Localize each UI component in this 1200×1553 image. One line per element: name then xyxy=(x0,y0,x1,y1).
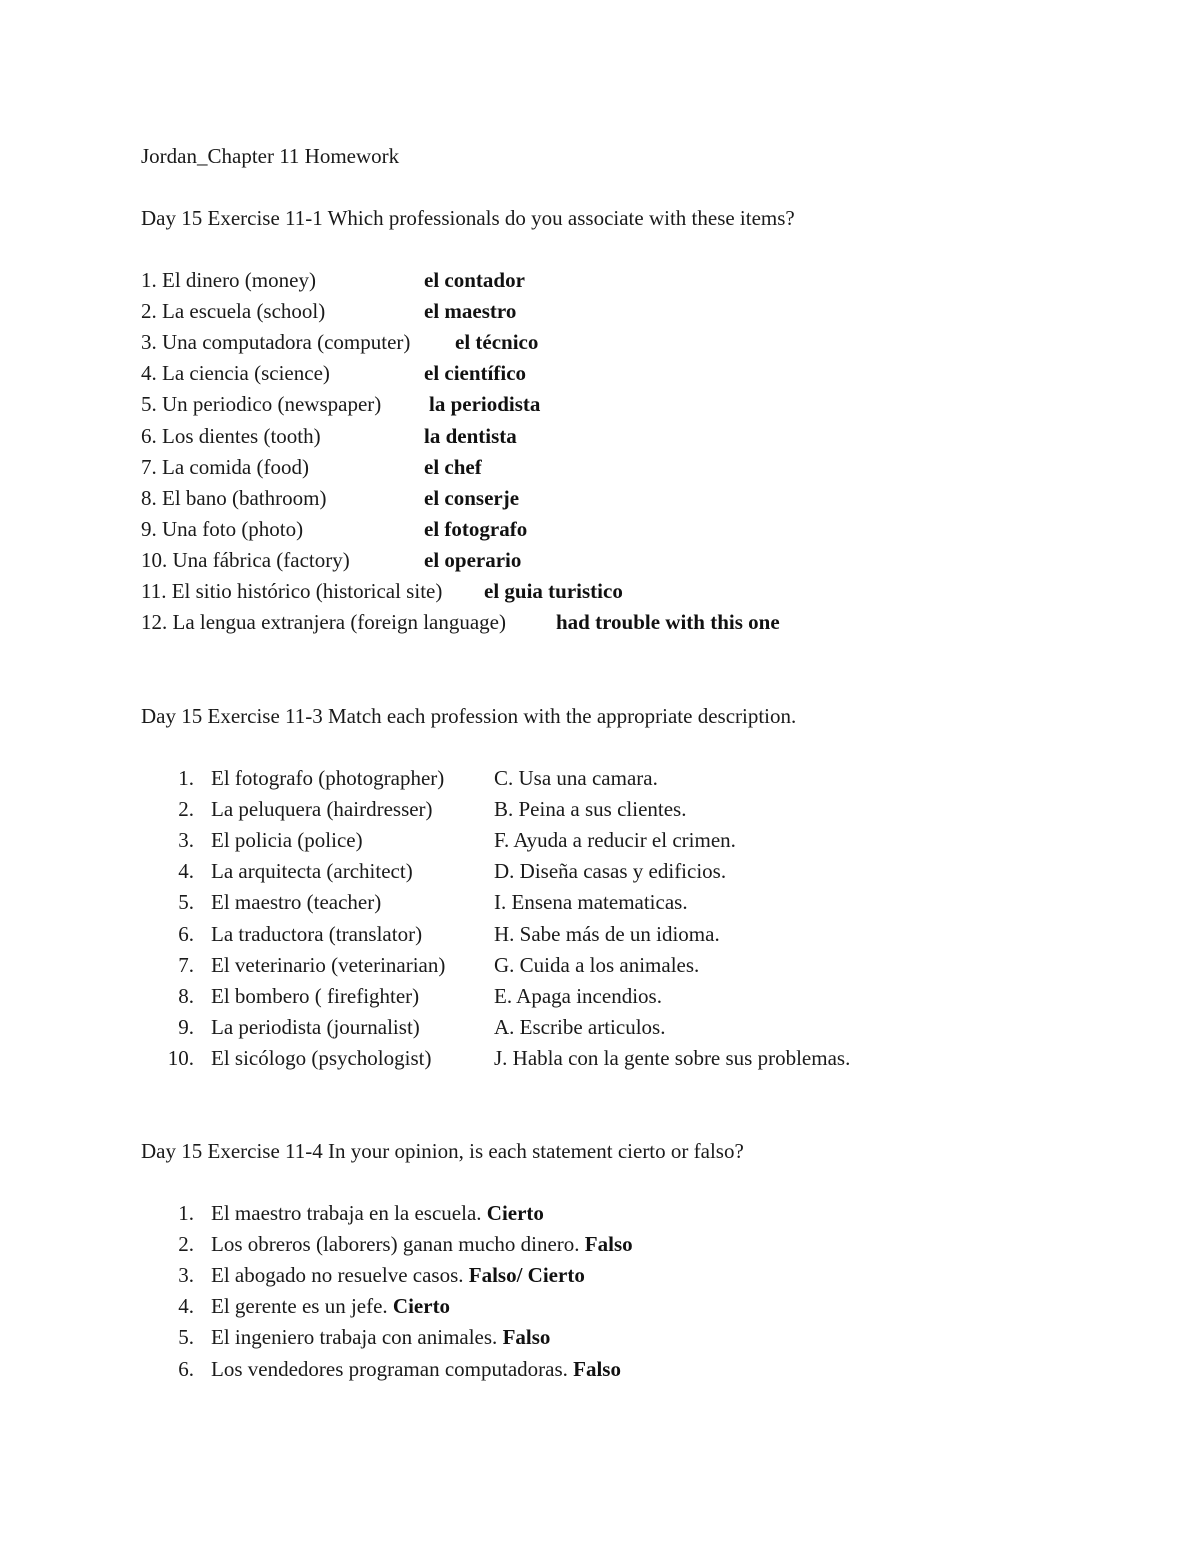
statement-row xyxy=(211,1294,450,1318)
exercise-1-answer: la periodista xyxy=(429,392,541,417)
list-number: 1. xyxy=(178,766,194,790)
profession-label: El sicólogo (psychologist) xyxy=(211,1045,432,1070)
exercise-3-heading: Day 15 Exercise 11-4 In your opinion, is each statement cierto or falso? xyxy=(141,1139,744,1163)
statement-row xyxy=(211,1263,585,1287)
exercise-1-answer: el conserje xyxy=(424,485,520,510)
exercise-1-prompt: 3. Una computadora (computer) xyxy=(141,330,411,355)
list-number: 7. xyxy=(178,952,194,977)
profession-description: G. Cuida a los animales. xyxy=(494,952,700,977)
list-number: 9. xyxy=(178,1014,194,1039)
list-number: 3. xyxy=(178,828,194,853)
statement-text: El ingeniero trabaja con animales. xyxy=(211,1325,498,1350)
exercise-1-answer: el guia turistico xyxy=(484,579,623,603)
exercise-1-prompt: 11. El sitio histórico (historical site) xyxy=(141,579,443,603)
list-number: 5. xyxy=(178,1325,194,1350)
exercise-1-answer: el chef xyxy=(424,454,482,479)
profession-label: La traductora (translator) xyxy=(211,921,423,946)
statement-row xyxy=(211,1357,621,1381)
profession-label: La arquitecta (architect) xyxy=(211,859,413,884)
profession-description: I. Ensena matematicas. xyxy=(494,890,688,915)
profession-label: El maestro (teacher) xyxy=(211,890,382,915)
statement-answer: Falso/ Cierto xyxy=(468,1263,585,1288)
profession-description: J. Habla con la gente sobre sus problemas. xyxy=(494,1045,851,1070)
statement-text: El maestro trabaja en la escuela. xyxy=(211,1201,482,1225)
exercise-1-answer: el fotografo xyxy=(424,516,528,541)
profession-label: La peluquera (hairdresser) xyxy=(211,797,433,822)
exercise-1-answer: la dentista xyxy=(424,423,517,448)
list-number: 2. xyxy=(178,797,194,822)
exercise-1-prompt: 9. Una foto (photo) xyxy=(141,516,304,541)
document-title: Jordan_Chapter 11 Homework xyxy=(141,144,400,168)
exercise-1-prompt: 6. Los dientes (tooth) xyxy=(141,423,321,448)
exercise-1-prompt: 7. La comida (food) xyxy=(141,454,309,479)
statement-text: El gerente es un jefe. xyxy=(211,1294,388,1319)
exercise-1-answer: el técnico xyxy=(455,330,539,355)
exercise-1-prompt: 2. La escuela (school) xyxy=(141,299,326,324)
list-number: 10. xyxy=(167,1045,194,1070)
statement-text: El abogado no resuelve casos. xyxy=(211,1263,464,1288)
statement-row xyxy=(211,1325,550,1349)
list-number: 1. xyxy=(178,1201,194,1225)
exercise-1-answer: el maestro xyxy=(424,299,517,324)
profession-label: El fotografo (photographer) xyxy=(211,766,445,790)
profession-description: F. Ayuda a reducir el crimen. xyxy=(494,828,736,853)
list-number: 6. xyxy=(178,921,194,946)
exercise-1-answer: el científico xyxy=(424,361,527,386)
exercise-1-heading: Day 15 Exercise 11-1 Which professionals do you associate with these items? xyxy=(141,206,795,230)
statement-text: Los vendedores programan computadoras. xyxy=(211,1356,568,1381)
profession-description: C. Usa una camara. xyxy=(494,766,658,790)
statement-answer: Cierto xyxy=(392,1294,451,1319)
exercise-1-answer: el operario xyxy=(424,547,522,572)
exercise-1-prompt: 5. Un periodico (newspaper) xyxy=(141,392,382,417)
statement-answer: Falso xyxy=(584,1232,633,1257)
list-number: 3. xyxy=(178,1263,194,1288)
list-number: 4. xyxy=(178,859,194,884)
statement-row xyxy=(211,1201,544,1225)
statement-row xyxy=(211,1232,633,1256)
list-number: 2. xyxy=(178,1232,194,1257)
profession-label: El policia (police) xyxy=(211,828,363,853)
exercise-1-answer: el contador xyxy=(424,268,525,292)
profession-label: El veterinario (veterinarian) xyxy=(211,952,446,977)
profession-description: B. Peina a sus clientes. xyxy=(494,797,687,822)
profession-description: A. Escribe articulos. xyxy=(494,1014,666,1039)
list-number: 6. xyxy=(178,1356,194,1381)
profession-description: E. Apaga incendios. xyxy=(494,983,662,1008)
statement-answer: Falso xyxy=(502,1325,551,1350)
profession-label: La periodista (journalist) xyxy=(211,1014,420,1039)
statement-answer: Falso xyxy=(573,1356,621,1381)
exercise-1-prompt: 12. La lengua extranjera (foreign language) xyxy=(141,610,506,635)
list-number: 5. xyxy=(178,890,194,915)
statement-answer: Cierto xyxy=(486,1201,544,1225)
list-number: 8. xyxy=(178,983,194,1008)
exercise-1-prompt: 10. Una fábrica (factory) xyxy=(141,547,350,572)
exercise-1-prompt: 8. El bano (bathroom) xyxy=(141,485,327,510)
exercise-1-prompt: 4. La ciencia (science) xyxy=(141,361,330,386)
list-number: 4. xyxy=(178,1294,194,1319)
exercise-2-heading: Day 15 Exercise 11-3 Match each profession with the appropriate description. xyxy=(141,704,797,728)
exercise-1-prompt: 1. El dinero (money) xyxy=(141,268,316,292)
exercise-1-answer: had trouble with this one xyxy=(556,610,780,635)
statement-text: Los obreros (laborers) ganan mucho dinero. xyxy=(211,1232,580,1257)
profession-description: D. Diseña casas y edificios. xyxy=(494,859,727,884)
profession-label: El bombero ( firefighter) xyxy=(211,983,420,1008)
profession-description: H. Sabe más de un idioma. xyxy=(494,921,720,946)
